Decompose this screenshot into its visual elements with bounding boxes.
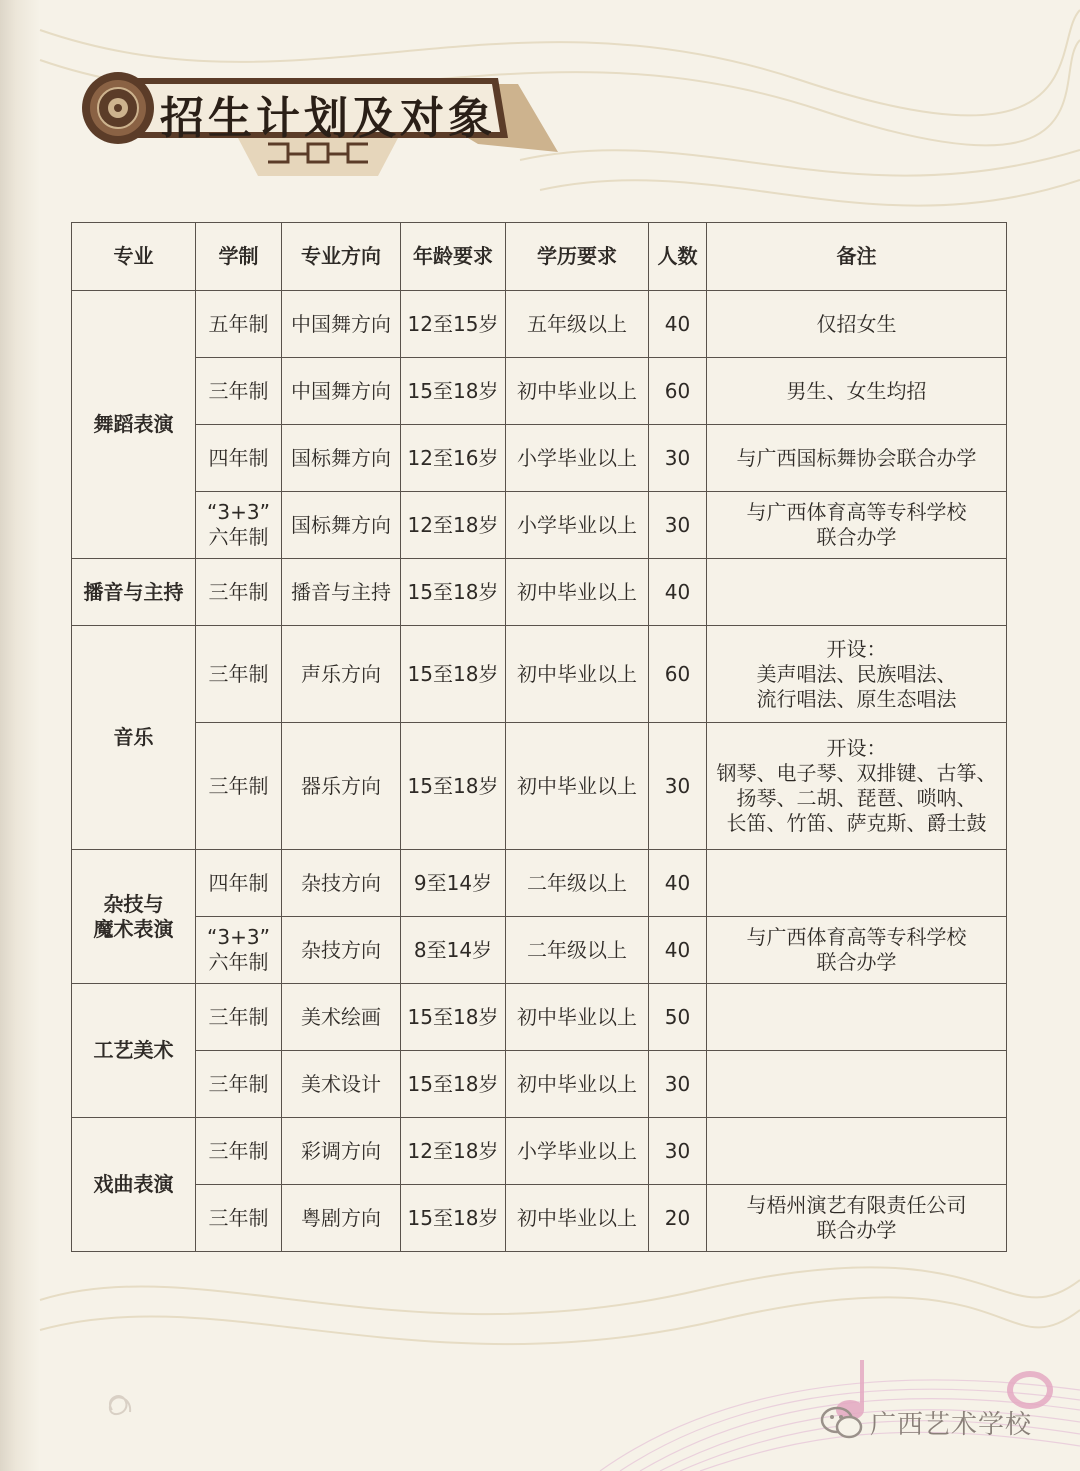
major-line: 魔术表演 (93, 916, 174, 941)
table-row (72, 723, 1007, 850)
note-line: 联合办学 (816, 1218, 897, 1242)
header-age: 年龄要求 (401, 223, 506, 291)
system-line: “3+3” (207, 500, 270, 524)
system-cell: 三年制 (196, 1118, 282, 1185)
major-cell: 音乐 (72, 626, 196, 850)
count-cell: 30 (649, 723, 707, 850)
table-row (72, 1118, 1007, 1185)
count-cell: 60 (649, 626, 707, 723)
age-cell: 12至15岁 (401, 291, 506, 358)
education-cell: 初中毕业以上 (506, 1185, 649, 1252)
count-cell: 40 (649, 850, 707, 917)
note-cell (707, 492, 1007, 559)
direction-cell: 杂技方向 (282, 917, 401, 984)
direction-cell: 器乐方向 (282, 723, 401, 850)
direction-cell: 杂技方向 (282, 850, 401, 917)
table-row (72, 984, 1007, 1051)
education-cell: 初中毕业以上 (506, 1051, 649, 1118)
note-cell (707, 358, 1007, 425)
wechat-icon (820, 1405, 864, 1441)
major-cell: 戏曲表演 (72, 1118, 196, 1252)
education-cell: 初中毕业以上 (506, 559, 649, 626)
education-cell: 初中毕业以上 (506, 358, 649, 425)
table-row (72, 917, 1007, 984)
note-cell (707, 984, 1007, 1051)
table-row (72, 1185, 1007, 1252)
count-cell: 60 (649, 358, 707, 425)
education-cell: 初中毕业以上 (506, 626, 649, 723)
direction-cell: 声乐方向 (282, 626, 401, 723)
table-row (72, 358, 1007, 425)
note-cell (707, 917, 1007, 984)
note-cell (707, 425, 1007, 492)
table-row (72, 1051, 1007, 1118)
direction-cell: 彩调方向 (282, 1118, 401, 1185)
system-cell: 五年制 (196, 291, 282, 358)
age-cell: 15至18岁 (401, 1051, 506, 1118)
system-cell: 三年制 (196, 1185, 282, 1252)
education-cell: 初中毕业以上 (506, 984, 649, 1051)
header-count: 人数 (649, 223, 707, 291)
direction-cell: 国标舞方向 (282, 492, 401, 559)
education-cell: 初中毕业以上 (506, 723, 649, 850)
direction-cell: 粤剧方向 (282, 1185, 401, 1252)
system-cell: 四年制 (196, 425, 282, 492)
age-cell: 15至18岁 (401, 723, 506, 850)
header-major: 专业 (72, 223, 196, 291)
table-row (72, 291, 1007, 358)
direction-cell: 中国舞方向 (282, 291, 401, 358)
direction-cell: 国标舞方向 (282, 425, 401, 492)
count-cell: 30 (649, 1118, 707, 1185)
system-line: “3+3” (207, 925, 270, 949)
note-line: 男生、女生均招 (786, 378, 927, 403)
table-row (72, 559, 1007, 626)
age-cell: 12至18岁 (401, 492, 506, 559)
note-cell (707, 626, 1007, 723)
note-cell (707, 1051, 1007, 1118)
count-cell: 30 (649, 492, 707, 559)
note-line: 仅招女生 (816, 311, 897, 336)
note-line: 联合办学 (816, 950, 897, 974)
header-note: 备注 (707, 223, 1007, 291)
note-line: 与广西体育高等专科学校 (746, 500, 967, 524)
note-cell (707, 850, 1007, 917)
count-cell: 20 (649, 1185, 707, 1252)
system-line: 六年制 (208, 525, 269, 549)
treble-clef-icon (110, 1396, 130, 1414)
note-line: 钢琴、电子琴、双排键、古筝、 (716, 761, 997, 785)
age-cell: 15至18岁 (401, 984, 506, 1051)
age-cell: 12至16岁 (401, 425, 506, 492)
age-cell: 15至18岁 (401, 626, 506, 723)
note-line: 扬琴、二胡、琵琶、唢呐、 (736, 786, 977, 810)
note-line: 开设： (826, 736, 887, 760)
major-cell (72, 850, 196, 984)
system-cell: 三年制 (196, 723, 282, 850)
major-cell: 舞蹈表演 (72, 291, 196, 559)
education-cell: 二年级以上 (506, 850, 649, 917)
major-cell: 播音与主持 (72, 559, 196, 626)
note-line: 与广西国标舞协会联合办学 (736, 445, 977, 470)
count-cell: 30 (649, 425, 707, 492)
note-cell (707, 559, 1007, 626)
system-cell: 三年制 (196, 358, 282, 425)
note-line: 长笛、竹笛、萨克斯、爵士鼓 (726, 811, 987, 835)
education-cell: 五年级以上 (506, 291, 649, 358)
system-cell: 四年制 (196, 850, 282, 917)
count-cell: 40 (649, 917, 707, 984)
note-line: 开设： (826, 636, 887, 661)
note-cell (707, 291, 1007, 358)
table-row (72, 492, 1007, 559)
education-cell: 小学毕业以上 (506, 1118, 649, 1185)
education-cell: 二年级以上 (506, 917, 649, 984)
count-cell: 30 (649, 1051, 707, 1118)
note-cell (707, 723, 1007, 850)
table-row (72, 626, 1007, 723)
note-cell (707, 1118, 1007, 1185)
watermark-text: 广西艺术学校 (870, 1410, 1033, 1440)
direction-cell: 美术设计 (282, 1051, 401, 1118)
age-cell: 15至18岁 (401, 358, 506, 425)
direction-cell: 美术绘画 (282, 984, 401, 1051)
system-cell: 三年制 (196, 559, 282, 626)
system-cell (196, 917, 282, 984)
header-system: 学制 (196, 223, 282, 291)
direction-cell: 中国舞方向 (282, 358, 401, 425)
note-line: 美声唱法、民族唱法、 (756, 661, 957, 686)
page-title: 招生计划及对象 (160, 93, 496, 144)
system-cell: 三年制 (196, 984, 282, 1051)
major-line: 杂技与 (103, 891, 164, 916)
note-line: 流行唱法、原生态唱法 (756, 686, 957, 711)
note-line: 联合办学 (816, 525, 897, 549)
education-cell: 小学毕业以上 (506, 425, 649, 492)
watermark (820, 1404, 1032, 1441)
age-cell: 12至18岁 (401, 1118, 506, 1185)
header-direction: 专业方向 (282, 223, 401, 291)
age-cell: 15至18岁 (401, 1185, 506, 1252)
note-line: 与广西体育高等专科学校 (746, 925, 967, 949)
note-line: 与梧州演艺有限责任公司 (746, 1193, 967, 1217)
age-cell: 9至14岁 (401, 850, 506, 917)
count-cell: 40 (649, 559, 707, 626)
system-line: 六年制 (208, 950, 269, 974)
system-cell: 三年制 (196, 1051, 282, 1118)
note-cell (707, 1185, 1007, 1252)
education-cell: 小学毕业以上 (506, 492, 649, 559)
table-row (72, 425, 1007, 492)
system-cell (196, 492, 282, 559)
age-cell: 15至18岁 (401, 559, 506, 626)
count-cell: 40 (649, 291, 707, 358)
count-cell: 50 (649, 984, 707, 1051)
major-cell: 工艺美术 (72, 984, 196, 1118)
enrollment-table (71, 222, 1007, 1252)
page-edge-shadow (0, 0, 40, 1471)
system-cell: 三年制 (196, 626, 282, 723)
direction-cell: 播音与主持 (282, 559, 401, 626)
table-header-row (72, 223, 1007, 291)
header-education: 学历要求 (506, 223, 649, 291)
age-cell: 8至14岁 (401, 917, 506, 984)
table-row (72, 850, 1007, 917)
